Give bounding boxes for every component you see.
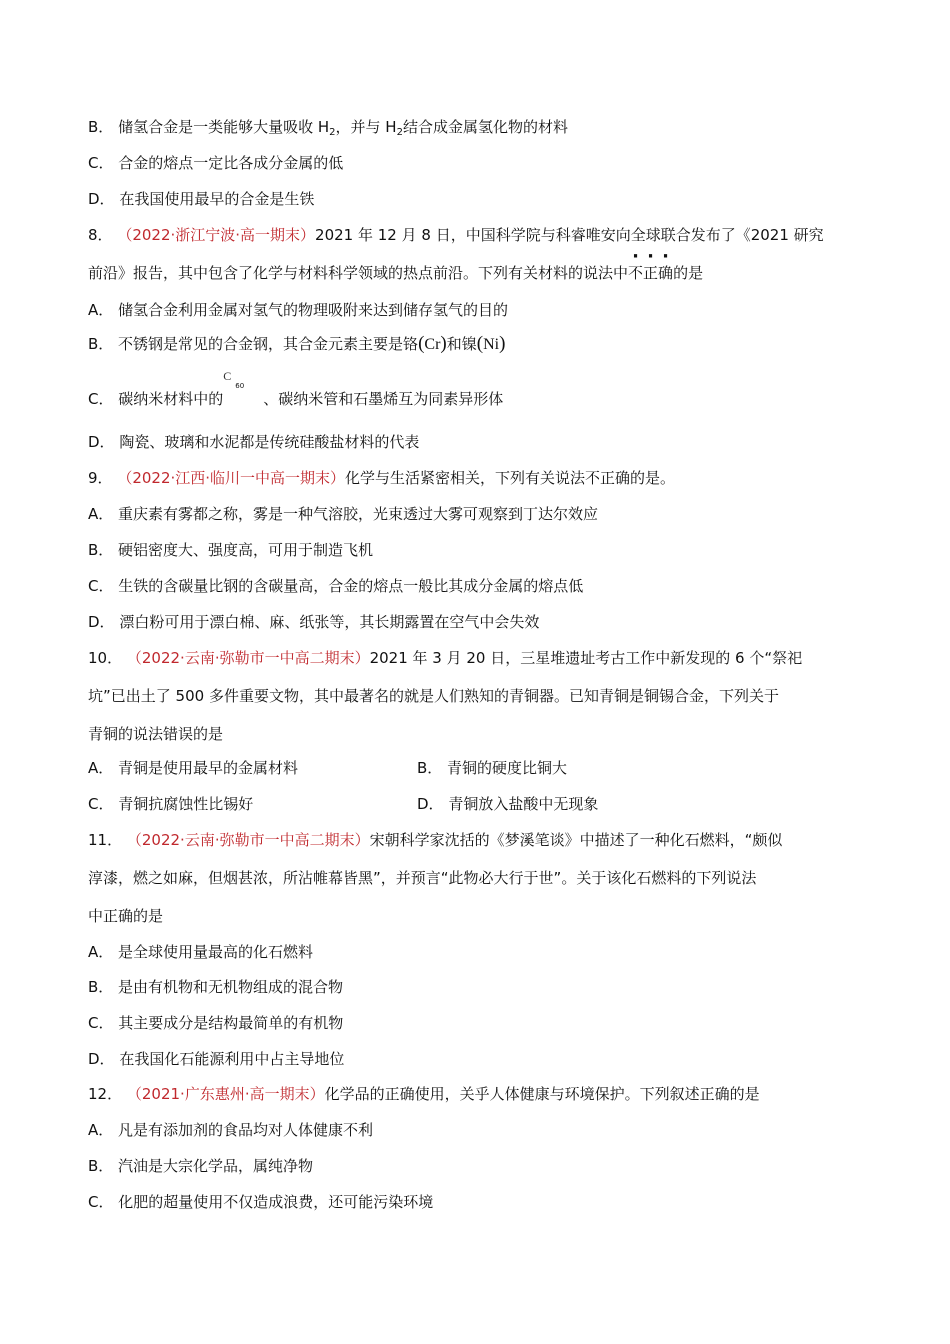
q8-option-c: C． 碳纳米材料中的 C 60 、碳纳米管和石墨烯互为同素异形体 [88,369,504,408]
q11-stem-line1: 11． （2022·云南·弥勒市一中高二期末）宋朝科学家沈括的《梦溪笔谈》中描述了一种化石燃料，“颇似 [88,831,783,849]
q12-stem: 12． （2021·广东惠州·高一期末）化学品的正确使用，关乎人体健康与环境保护。下列叙述正确的是 [88,1085,760,1103]
q8-stem-line1: 8． （2022·浙江宁波·高一期末）2021 年 12 月 8 日，中国科学院与科睿唯安向全球联合发布了《2021 研究 [88,226,824,244]
question-number: 10． [88,649,123,667]
q10-option-d: D． 青铜放入盐酸中无现象 [417,795,599,813]
q7-option-d: D． 在我国使用最早的合金是生铁 [88,190,315,208]
q7-option-c: C． 合金的熔点一定比各成分金属的低 [88,154,344,172]
q8-stem-line2: 前沿》报告，其中包含了化学与材料科学领域的热点前沿。下列有关材料的说法中不正确的是 [88,264,704,282]
question-number: 11． [88,831,123,849]
q10-options-row1 [88,758,298,778]
q8-option-a: A． 储氢合金利用金属对氢气的物理吸附来达到储存氢气的目的 [88,301,509,319]
q10-option-c: C． 青铜抗腐蚀性比锡好 [88,795,254,813]
q10-option-b: B． 青铜的硬度比铜大 [417,759,568,777]
q11-stem-line2: 淳漆，燃之如麻，但烟甚浓，所沾帷幕皆黑”，并预言“此物必大行于世”。关于该化石燃料的下列说法 [88,869,757,887]
q9-option-d: D． 漂白粉可用于漂白棉、麻、纸张等，其长期露置在空气中会失效 [88,613,540,631]
question-number: 8． [88,226,113,244]
q12-option-c: C． 化肥的超量使用不仅造成浪费，还可能污染环境 [88,1193,434,1211]
q9-option-a: A． 重庆素有雾都之称，雾是一种气溶胶，光束透过大雾可观察到丁达尔效应 [88,505,599,523]
q10-stem-line3: 青铜的说法错误的是 [88,725,224,743]
formula-ni: Ni [483,336,500,353]
q12-option-a: A． 凡是有添加剂的食品均对人体健康不利 [88,1121,374,1139]
q8-option-b: B． 不锈钢是常见的合金钢，其合金元素主要是铬(Cr)和镍(Ni) [88,333,506,354]
formula-c60: C 60 [223,369,245,390]
q10-stem-line2: 坑”已出土了 500 多件重要文物，其中最著名的就是人们熟知的青铜器。已知青铜是铜锡合金，下列关于 [88,687,779,705]
question-source: （2022·云南·弥勒市一中高二期末） [126,649,370,667]
question-number: 12． [88,1085,123,1103]
q12-option-b: B． 汽油是大宗化学品，属纯净物 [88,1157,314,1175]
q7-option-b: B． 储氢合金是一类能够大量吸收 $H_2$，并与 $H_2$结合成金属氢化物的材料 [88,118,568,138]
question-source: （2021·广东惠州·高一期末） [126,1085,325,1103]
question-number: 9． [88,469,113,487]
q11-option-b: B． 是由有机物和无机物组成的混合物 [88,978,344,996]
q11-stem-line3: 中正确的是 [88,907,164,925]
question-source: （2022·浙江宁波·高一期末） [117,226,316,244]
q8-option-d: D． 陶瓷、玻璃和水泥都是传统硅酸盐材料的代表 [88,433,420,451]
q9-stem: 9． （2022·江西·临川一中高一期末）化学与生活紧密相关，下列有关说法不正确的是。 [88,469,676,487]
q10-stem-line1: 10． （2022·云南·弥勒市一中高二期末）2021 年 3 月 20 日，三星堆遗址考古工作中新发现的 6 个“祭祀 [88,649,803,667]
question-source: （2022·云南·弥勒市一中高二期末） [126,831,370,849]
q11-option-a: A． 是全球使用量最高的化石燃料 [88,943,314,961]
q9-option-b: B． 硬铝密度大、强度高，可用于制造飞机 [88,541,374,559]
q10-option-a: A． 青铜是使用最早的金属材料 [88,759,299,777]
q9-option-c: C． 生铁的含碳量比钢的含碳量高，合金的熔点一般比其成分金属的熔点低 [88,577,584,595]
q11-option-c: C． 其主要成分是结构最简单的有机物 [88,1014,344,1032]
formula-cr: Cr [424,336,441,353]
q11-option-d: D． 在我国化石能源利用中占主导地位 [88,1050,345,1068]
question-source: （2022·江西·临川一中高一期末） [117,469,346,487]
